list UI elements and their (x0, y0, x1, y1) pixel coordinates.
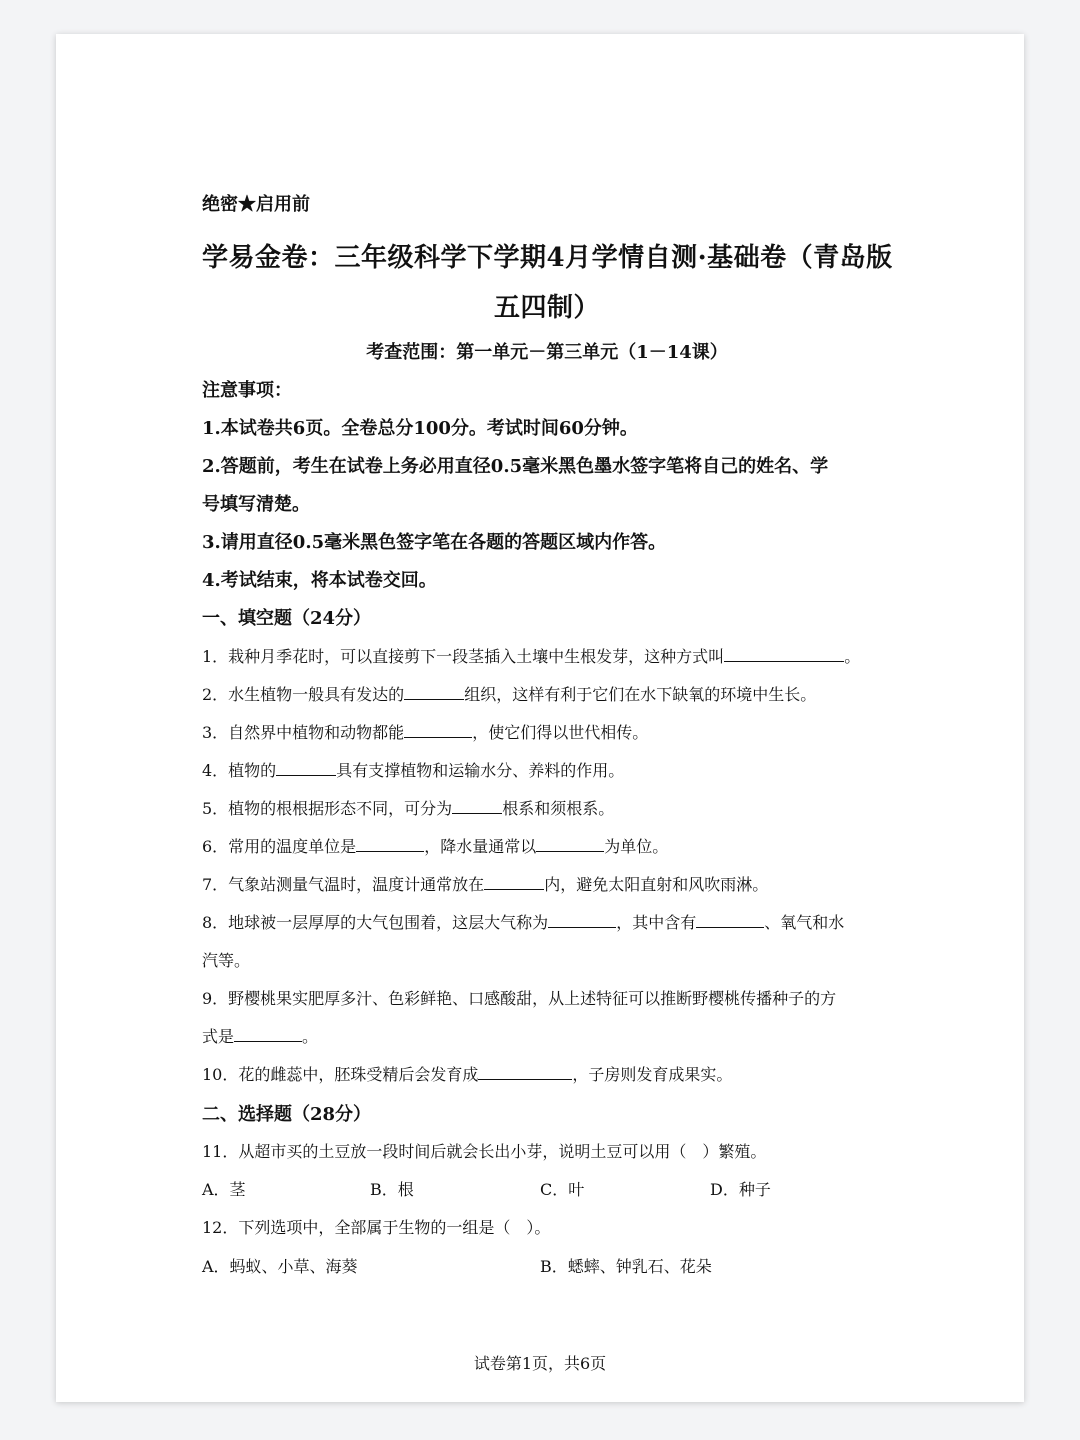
answer-blank[interactable] (478, 1063, 572, 1080)
question-text: 组织，这样有利于它们在水下缺氧的环境中生长。 (464, 685, 817, 704)
page-footer: 试卷第1页，共6页 (473, 1354, 607, 1373)
question-12-options (202, 1254, 892, 1278)
exam-title-line1: 学易金卷：三年级科学下学期4月学情自测·基础卷（青岛版 (202, 243, 893, 273)
exam-page (56, 34, 1024, 1402)
question-1 (202, 644, 860, 667)
question-text: 1．栽种月季花时，可以直接剪下一段茎插入土壤中生根发芽，这种方式叫 (202, 647, 725, 666)
question-text: 2．水生植物一般具有发达的 (202, 685, 405, 704)
confidential-label: 绝密★启用前 (202, 194, 310, 215)
question-text: ，降水量通常以 (424, 837, 537, 856)
question-text: 10．花的雌蕊中，胚珠受精后会发育成 (202, 1065, 479, 1084)
question-text: 根系和须根系。 (502, 799, 615, 818)
answer-blank[interactable] (234, 1025, 302, 1042)
option-a[interactable]: A．茎 (202, 1180, 246, 1199)
answer-blank[interactable] (356, 835, 424, 852)
answer-blank[interactable] (404, 721, 472, 738)
section-heading-fill-blank: 一、填空题（24分） (202, 608, 372, 629)
question-text: 4．植物的 (202, 761, 277, 780)
question-text: 为单位。 (604, 837, 669, 856)
note-item: 4.考试结束，将本试卷交回。 (202, 570, 437, 591)
answer-blank[interactable] (484, 873, 544, 890)
question-11-options (202, 1177, 892, 1201)
answer-blank[interactable] (276, 759, 336, 776)
option-b[interactable]: B．根 (370, 1180, 414, 1199)
note-item: 号填写清楚。 (202, 494, 310, 515)
question-text: 、氧气和水 (764, 913, 845, 932)
answer-blank[interactable] (696, 911, 764, 928)
question-text: 7．气象站测量气温时，温度计通常放在 (202, 875, 485, 894)
question-text: 。 (844, 647, 861, 666)
section-heading-choice: 二、选择题（28分） (202, 1104, 372, 1125)
question-7 (202, 872, 768, 895)
exam-scope: 考查范围：第一单元－第三单元（1－14课） (366, 342, 728, 363)
exam-title-line2: 五四制） (493, 293, 600, 323)
question-text: ，其中含有 (616, 913, 697, 932)
question-text: 。 (302, 1027, 319, 1046)
question-text: 8．地球被一层厚厚的大气包围着，这层大气称为 (202, 913, 549, 932)
note-item: 1.本试卷共6页。全卷总分100分。考试时间60分钟。 (202, 418, 638, 439)
question-5 (202, 796, 614, 819)
question-text: ，使它们得以世代相传。 (472, 723, 649, 742)
question-12: 12．下列选项中，全部属于生物的一组是（ ）。 (202, 1218, 551, 1237)
option-c[interactable]: C．叶 (540, 1180, 585, 1199)
question-2 (202, 682, 816, 705)
question-text: 内，避免太阳直射和风吹雨淋。 (544, 875, 769, 894)
question-11: 11．从超市买的土豆放一段时间后就会长出小芽，说明土豆可以用（ ）繁殖。 (202, 1142, 767, 1161)
question-4 (202, 758, 624, 781)
answer-blank[interactable] (724, 645, 844, 662)
question-3 (202, 720, 648, 743)
question-text: 5．植物的根根据形态不同，可分为 (202, 799, 453, 818)
notes-heading: 注意事项： (202, 380, 292, 401)
note-item: 3.请用直径0.5毫米黑色签字笔在各题的答题区域内作答。 (202, 532, 667, 553)
question-text: 6．常用的温度单位是 (202, 837, 357, 856)
answer-blank[interactable] (548, 911, 616, 928)
question-text: 具有支撑植物和运输水分、养料的作用。 (336, 761, 625, 780)
question-9-cont (202, 1024, 318, 1047)
question-9: 9．野樱桃果实肥厚多汁、色彩鲜艳、口感酸甜，从上述特征可以推断野樱桃传播种子的方 (202, 989, 837, 1008)
question-text: ，子房则发育成果实。 (572, 1065, 733, 1084)
answer-blank[interactable] (452, 797, 502, 814)
note-item: 2.答题前，考生在试卷上务必用直径0.5毫米黑色墨水签字笔将自己的姓名、学 (202, 456, 829, 477)
question-text: 式是 (202, 1027, 235, 1046)
option-b[interactable]: B．蟋蟀、钟乳石、花朵 (540, 1257, 712, 1276)
answer-blank[interactable] (536, 835, 604, 852)
answer-blank[interactable] (404, 683, 464, 700)
question-8-cont: 汽等。 (202, 951, 251, 970)
question-text: 3．自然界中植物和动物都能 (202, 723, 405, 742)
question-10 (202, 1062, 732, 1085)
option-d[interactable]: D．种子 (710, 1180, 771, 1199)
question-6 (202, 834, 668, 857)
question-8 (202, 910, 844, 933)
option-a[interactable]: A．蚂蚁、小草、海葵 (202, 1257, 358, 1276)
